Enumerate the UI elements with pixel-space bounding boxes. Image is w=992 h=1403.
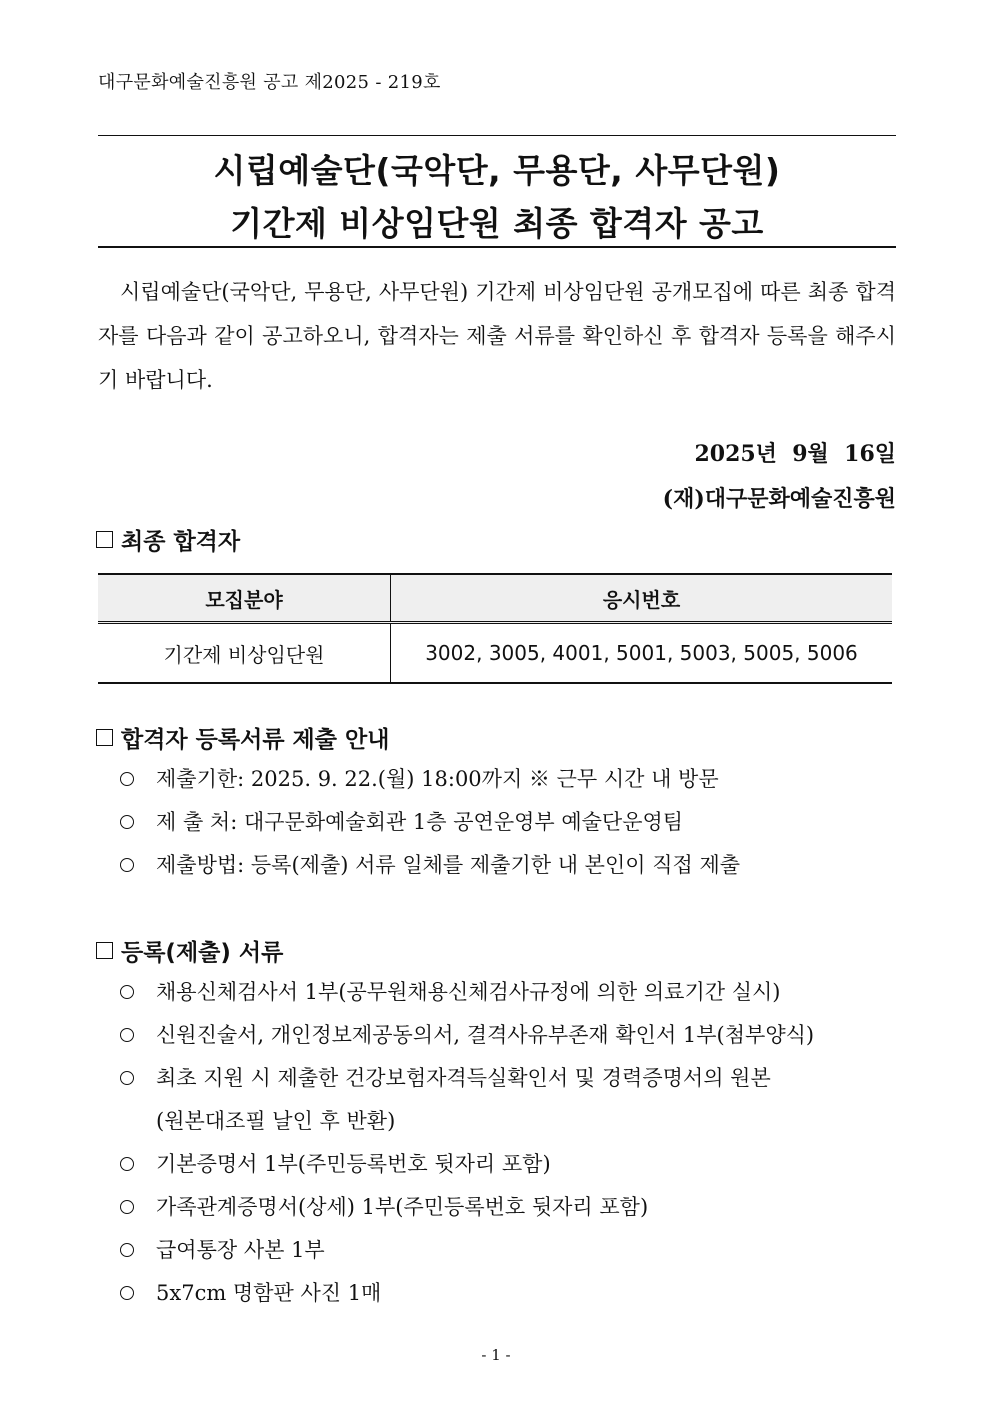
cell-field: 기간제 비상임단원	[98, 623, 391, 684]
section-docs-heading	[96, 934, 283, 967]
checkbox-square-icon	[96, 942, 113, 959]
docs-list	[120, 971, 896, 1315]
circle-bullet-icon	[120, 1071, 134, 1085]
list-item-continuation: (원본대조필 날인 후 반환)	[156, 1109, 396, 1133]
section-final-heading	[96, 523, 240, 556]
cell-applicant-numbers: 3002, 3005, 4001, 5001, 5003, 5005, 5006	[391, 623, 893, 684]
section-docs-title: 등록(제출) 서류	[121, 940, 284, 966]
page-number: - 1 -	[481, 1346, 511, 1364]
guide-list	[120, 758, 896, 887]
title-line-1: 시립예술단(국악단, 무용단, 사무단원)	[213, 151, 781, 190]
intro-paragraph	[98, 270, 896, 402]
result-table	[98, 573, 892, 684]
organization-name: (재)대구문화예술진흥원	[662, 486, 896, 512]
circle-bullet-icon	[120, 858, 134, 872]
circle-bullet-icon	[120, 1028, 134, 1042]
list-item: 신원진술서, 개인정보제공동의서, 결격사유부존재 확인서 1부(첨부양식)	[120, 1014, 896, 1057]
notice-number: 대구문화예술진흥원 공고 제2025 - 219호	[98, 72, 441, 93]
section-guide-title: 합격자 등록서류 제출 안내	[121, 727, 390, 753]
circle-bullet-icon	[120, 1200, 134, 1214]
circle-bullet-icon	[120, 1286, 134, 1300]
title-line-2: 기간제 비상임단원 최종 합격자 공고	[230, 204, 764, 243]
list-item: 기본증명서 1부(주민등록번호 뒷자리 포함)	[120, 1143, 896, 1186]
intro-text: 시립예술단(국악단, 무용단, 사무단원) 기간제 비상임단원 공개모집에 따른 최종 합격자를 다음과 같이 공고하오니, 합격자는 제출 서류를 확인하신 후 합격자 등록을 해주시기 바랍니다.	[98, 280, 896, 392]
table-header-row	[98, 574, 892, 623]
list-item: 제출기한: 2025. 9. 22.(월) 18:00까지 ※ 근무 시간 내 방문	[120, 758, 896, 801]
list-item: 채용신체검사서 1부(공무원채용신체검사규정에 의한 의료기간 실시)	[120, 971, 896, 1014]
list-item: 5x7cm 명함판 사진 1매	[120, 1272, 896, 1315]
header-applicant-numbers: 응시번호	[391, 574, 893, 623]
table-row	[98, 623, 892, 684]
section-guide-heading	[96, 721, 389, 754]
list-item: 급여통장 사본 1부	[120, 1229, 896, 1272]
circle-bullet-icon	[120, 1243, 134, 1257]
list-item: 제출방법: 등록(제출) 서류 일체를 제출기한 내 본인이 직접 제출	[120, 844, 896, 887]
title-top-rule	[98, 135, 896, 136]
announcement-date: 2025년 9월 16일	[694, 441, 896, 467]
checkbox-square-icon	[96, 729, 113, 746]
title-bottom-rule	[98, 246, 896, 248]
section-final-title: 최종 합격자	[121, 529, 241, 555]
circle-bullet-icon	[120, 985, 134, 999]
circle-bullet-icon	[120, 772, 134, 786]
header-field: 모집분야	[98, 574, 391, 623]
list-item: 제 출 처: 대구문화예술회관 1층 공연운영부 예술단운영팀	[120, 801, 896, 844]
list-item: 최초 지원 시 제출한 건강보험자격득실확인서 및 경력증명서의 원본	[120, 1057, 896, 1100]
list-item: 가족관계증명서(상세) 1부(주민등록번호 뒷자리 포함)	[120, 1186, 896, 1229]
circle-bullet-icon	[120, 1157, 134, 1171]
checkbox-square-icon	[96, 531, 113, 548]
circle-bullet-icon	[120, 815, 134, 829]
